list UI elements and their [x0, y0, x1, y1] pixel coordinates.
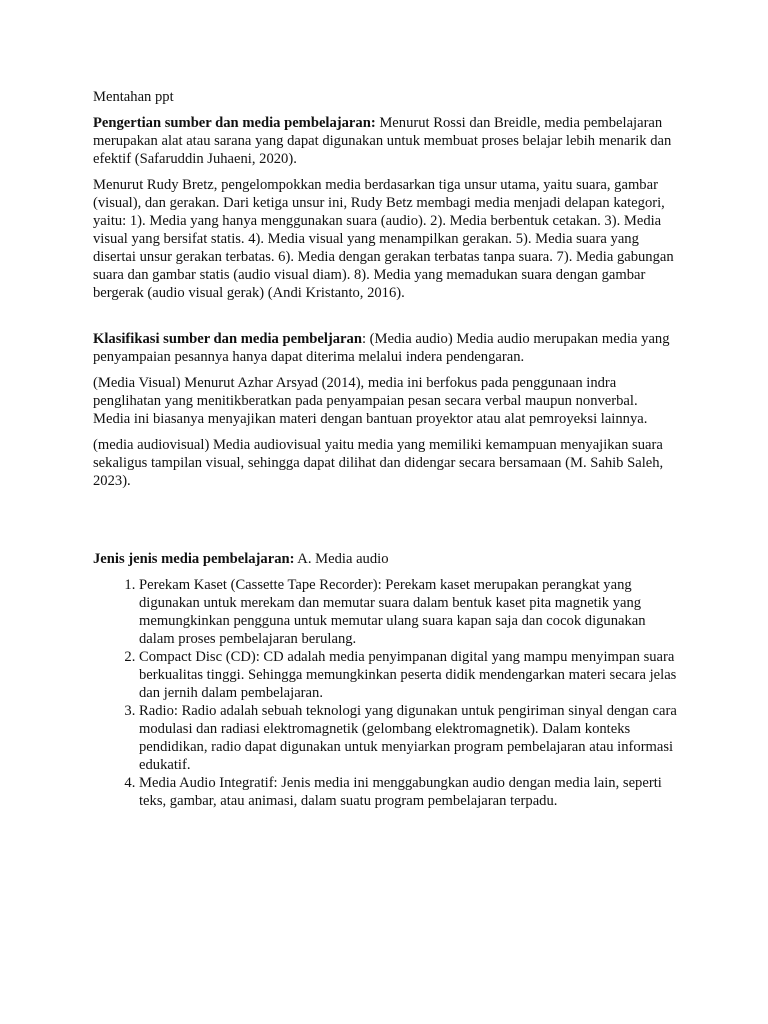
list-item: 1. Perekam Kaset (Cassette Tape Recorder): Perekam kaset merupakan perangkat yang digunakan untuk merekam dan memutar suara dalam bentuk kaset pita magnetik yang memungkinkan pengguna untuk memutar ulang suara kapan saja dan cocok digunakan dalam proses pembelajaran berulang. — [139, 576, 678, 648]
list-item: 4. Media Audio Integratif: Jenis media ini menggabungkan audio dengan media lain, seperti teks, gambar, atau animasi, dalam suatu program pembelajaran terpadu. — [139, 774, 678, 810]
list-item: 2. Compact Disc (CD): CD adalah media penyimpanan digital yang mampu menyimpan suara berkualitas tinggi. Sehingga memungkinkan peserta didik mendengarkan materi secara jelas dan jernih dalam pembelajaran. — [139, 648, 678, 702]
media-audio-list — [93, 576, 678, 810]
paragraph-jenis — [93, 550, 678, 568]
document-title: Mentahan ppt — [93, 89, 174, 105]
paragraph-media-audiovisual: (media audiovisual) Media audiovisual yaitu media yang memiliki kemampuan menyajikan suara sekaligus tampilan visual, sehingga dapat dilihat dan didengar secara bersamaan (M. Sahib Saleh, 2023). — [93, 437, 664, 489]
text-jenis: A. Media audio — [294, 551, 389, 567]
text-pengertian: Menurut Rossi dan Breidle, media pembelajaran merupakan alat atau sarana yang dapat digunakan untuk membuat proses belajar lebih menarik dan efektif (Safaruddin Juhaeni, 2020). — [93, 115, 672, 167]
spacer — [93, 310, 678, 330]
heading-klasifikasi: Klasifikasi sumber dan media pembeljaran — [93, 331, 362, 347]
paragraph-klasifikasi — [93, 330, 678, 366]
heading-jenis: Jenis jenis media pembelajaran: — [93, 551, 295, 567]
paragraph-rudy-bretz: Menurut Rudy Bretz, pengelompokkan media berdasarkan tiga unsur utama, yaitu suara, gambar (visual), dan gerakan. Dari ketiga unsur ini, Rudy Betz membagi media menjadi delapan kategori, yaitu: 1). Media yang hanya menggunakan suara (audio). 2). Media berbentuk cetakan. 3). Media visual yang bersifat statis. 4). Media visual yang menampilkan gerakan. 5). Media suara yang disertai unsur gerakan terbatas. 6). Media dengan gerakan terbatas tanpa suara. 7). Media gabungan suara dan gambar statis (audio visual diam). 8). Media yang memadukan suara dengan gambar bergerak (audio visual gerak) (Andi Kristanto, 2016). — [93, 177, 674, 301]
paragraph-pengertian — [93, 114, 678, 168]
list-item: 3. Radio: Radio adalah sebuah teknologi yang digunakan untuk pengiriman sinyal dengan cara modulasi dan radiasi elektromagnetik (gelombang elektromagnetik). Dalam konteks pendidikan, radio dapat digunakan untuk menyiarkan program pembelajaran atau informasi edukatif. — [139, 702, 678, 774]
spacer — [93, 498, 678, 550]
paragraph-media-visual: (Media Visual) Menurut Azhar Arsyad (2014), media ini berfokus pada penggunaan indra penglihatan yang menitikberatkan pada penyampaian pesan secara verbal maupun nonverbal. Media ini biasanya menyajikan materi dengan bantuan proyektor atau alat pemroyeksi lainnya. — [93, 375, 648, 427]
text-klasifikasi: : (Media audio) Media audio merupakan media yang penyampaian pesannya hanya dapat diterima melalui indera pendengaran. — [93, 331, 670, 365]
heading-pengertian: Pengertian sumber dan media pembelajaran: — [93, 115, 376, 131]
